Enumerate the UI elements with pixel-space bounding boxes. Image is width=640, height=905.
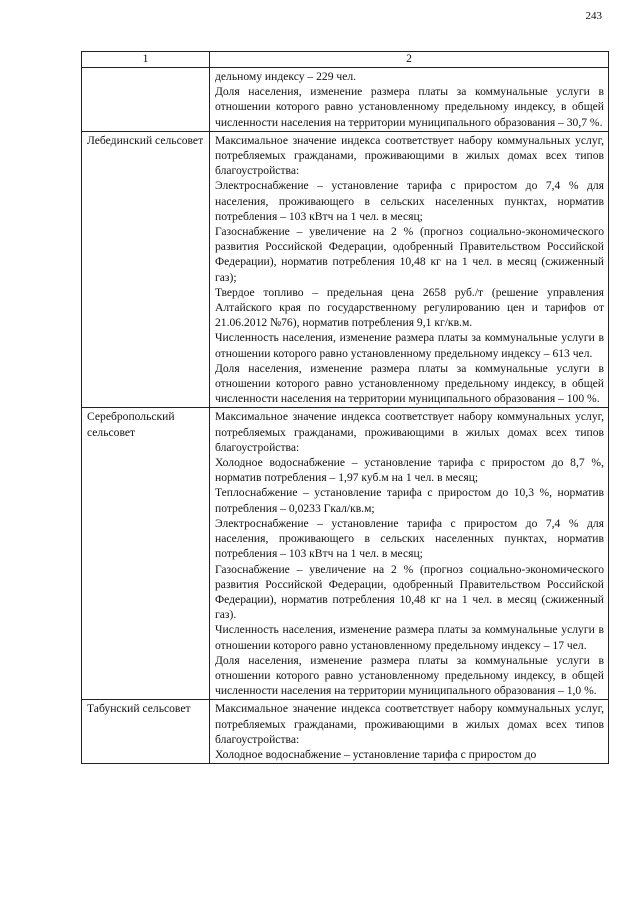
region-cell: Лебединский сельсовет	[82, 131, 210, 408]
paragraph: Электроснабжение – установление тарифа с приростом до 7,4 % для населения, проживающего в сельских населенных пунктах, норматив потребления – 103 кВтч на 1 чел. в месяц;	[215, 179, 604, 223]
paragraph: Доля населения, изменение размера платы за коммунальные услуги в отношении которого равно установленному предельному индексу, в общей численности населения на территории муниципального образования – 100 %.	[215, 361, 604, 406]
table-row	[82, 68, 609, 132]
paragraph: Теплоснабжение – установление тарифа с приростом до 10,3 %, норматив потребления – 0,0233 Гкал/кв.м;	[215, 486, 604, 515]
region-cell: Табунский сельсовет	[82, 700, 210, 764]
paragraph: дельному индексу – 229 чел.	[215, 70, 357, 83]
paragraph: Газоснабжение – увеличение на 2 % (прогноз социально-экономического развития Российской Федерации, одобренный Правительством Российской Федерации), норматив потребления 10,48 кг на 1 чел. в месяц (сжиженный газ).	[215, 562, 604, 622]
paragraph: Численность населения, изменение размера платы за коммунальные услуги в отношении которого равно установленному предельному индексу – 613 чел.	[215, 331, 604, 360]
paragraph: Максимальное значение индекса соответствует набору коммунальных услуг, потребляемых гражданами, проживающими в жилых домах всех типов благоустройства:	[215, 133, 604, 178]
paragraph: Доля населения, изменение размера платы за коммунальные услуги в отношении которого равно установленному предельному индексу, в общей численности населения на территории муниципального образования – 1,0 %.	[215, 653, 604, 698]
description-cell	[210, 131, 609, 408]
description-cell	[210, 68, 609, 132]
paragraph: Максимальное значение индекса соответствует набору коммунальных услуг, потребляемых гражданами, проживающими в жилых домах всех типов благоустройства:	[215, 410, 604, 454]
description-cell	[210, 700, 609, 764]
paragraph: Максимальное значение индекса соответствует набору коммунальных услуг, потребляемых гражданами, проживающими в жилых домах всех типов благоустройства:	[215, 702, 604, 746]
paragraph: Холодное водоснабжение – установление тарифа с приростом до	[215, 747, 537, 761]
table-row	[82, 408, 609, 700]
tariff-table	[81, 51, 609, 764]
paragraph: Численность населения, изменение размера платы за коммунальные услуги в отношении которого равно установленному предельному индексу – 17 чел.	[215, 623, 604, 652]
table-row	[82, 131, 609, 408]
paragraph: Твердое топливо – предельная цена 2658 руб./т (решение управления Алтайского края по государственному регулированию цен и тарифов от 21.06.2012 №76), норматив потребления 9,1 кг/кв.м.	[215, 285, 604, 330]
table-row	[82, 700, 609, 764]
column-header-2: 2	[210, 52, 609, 68]
column-header-1: 1	[82, 52, 210, 68]
table-header-row	[82, 52, 609, 68]
paragraph: Доля населения, изменение размера платы за коммунальные услуги в отношении которого равно установленному предельному индексу, в общей численности населения на территории муниципального образования – 30,7 %.	[215, 85, 604, 129]
paragraph: Холодное водоснабжение – установление тарифа с приростом до 8,7 %, норматив потребления – 1,97 куб.м на 1 чел. в месяц;	[215, 456, 604, 485]
region-cell: Серебропольский сельсовет	[82, 408, 210, 700]
description-cell	[210, 408, 609, 700]
region-cell	[82, 68, 210, 132]
paragraph: Электроснабжение – установление тарифа с приростом до 7,4 % для населения, проживающего в сельских населенных пунктах, норматив потребления – 103 кВтч на 1 чел. в месяц;	[215, 516, 604, 561]
paragraph: Газоснабжение – увеличение на 2 % (прогноз социально-экономического развития Российской Федерации, одобренный Правительством Российской Федерации), норматив потребления 10,48 кг на 1 чел. в месяц (сжиженный газ);	[215, 225, 604, 284]
page-number: 243	[585, 10, 602, 22]
